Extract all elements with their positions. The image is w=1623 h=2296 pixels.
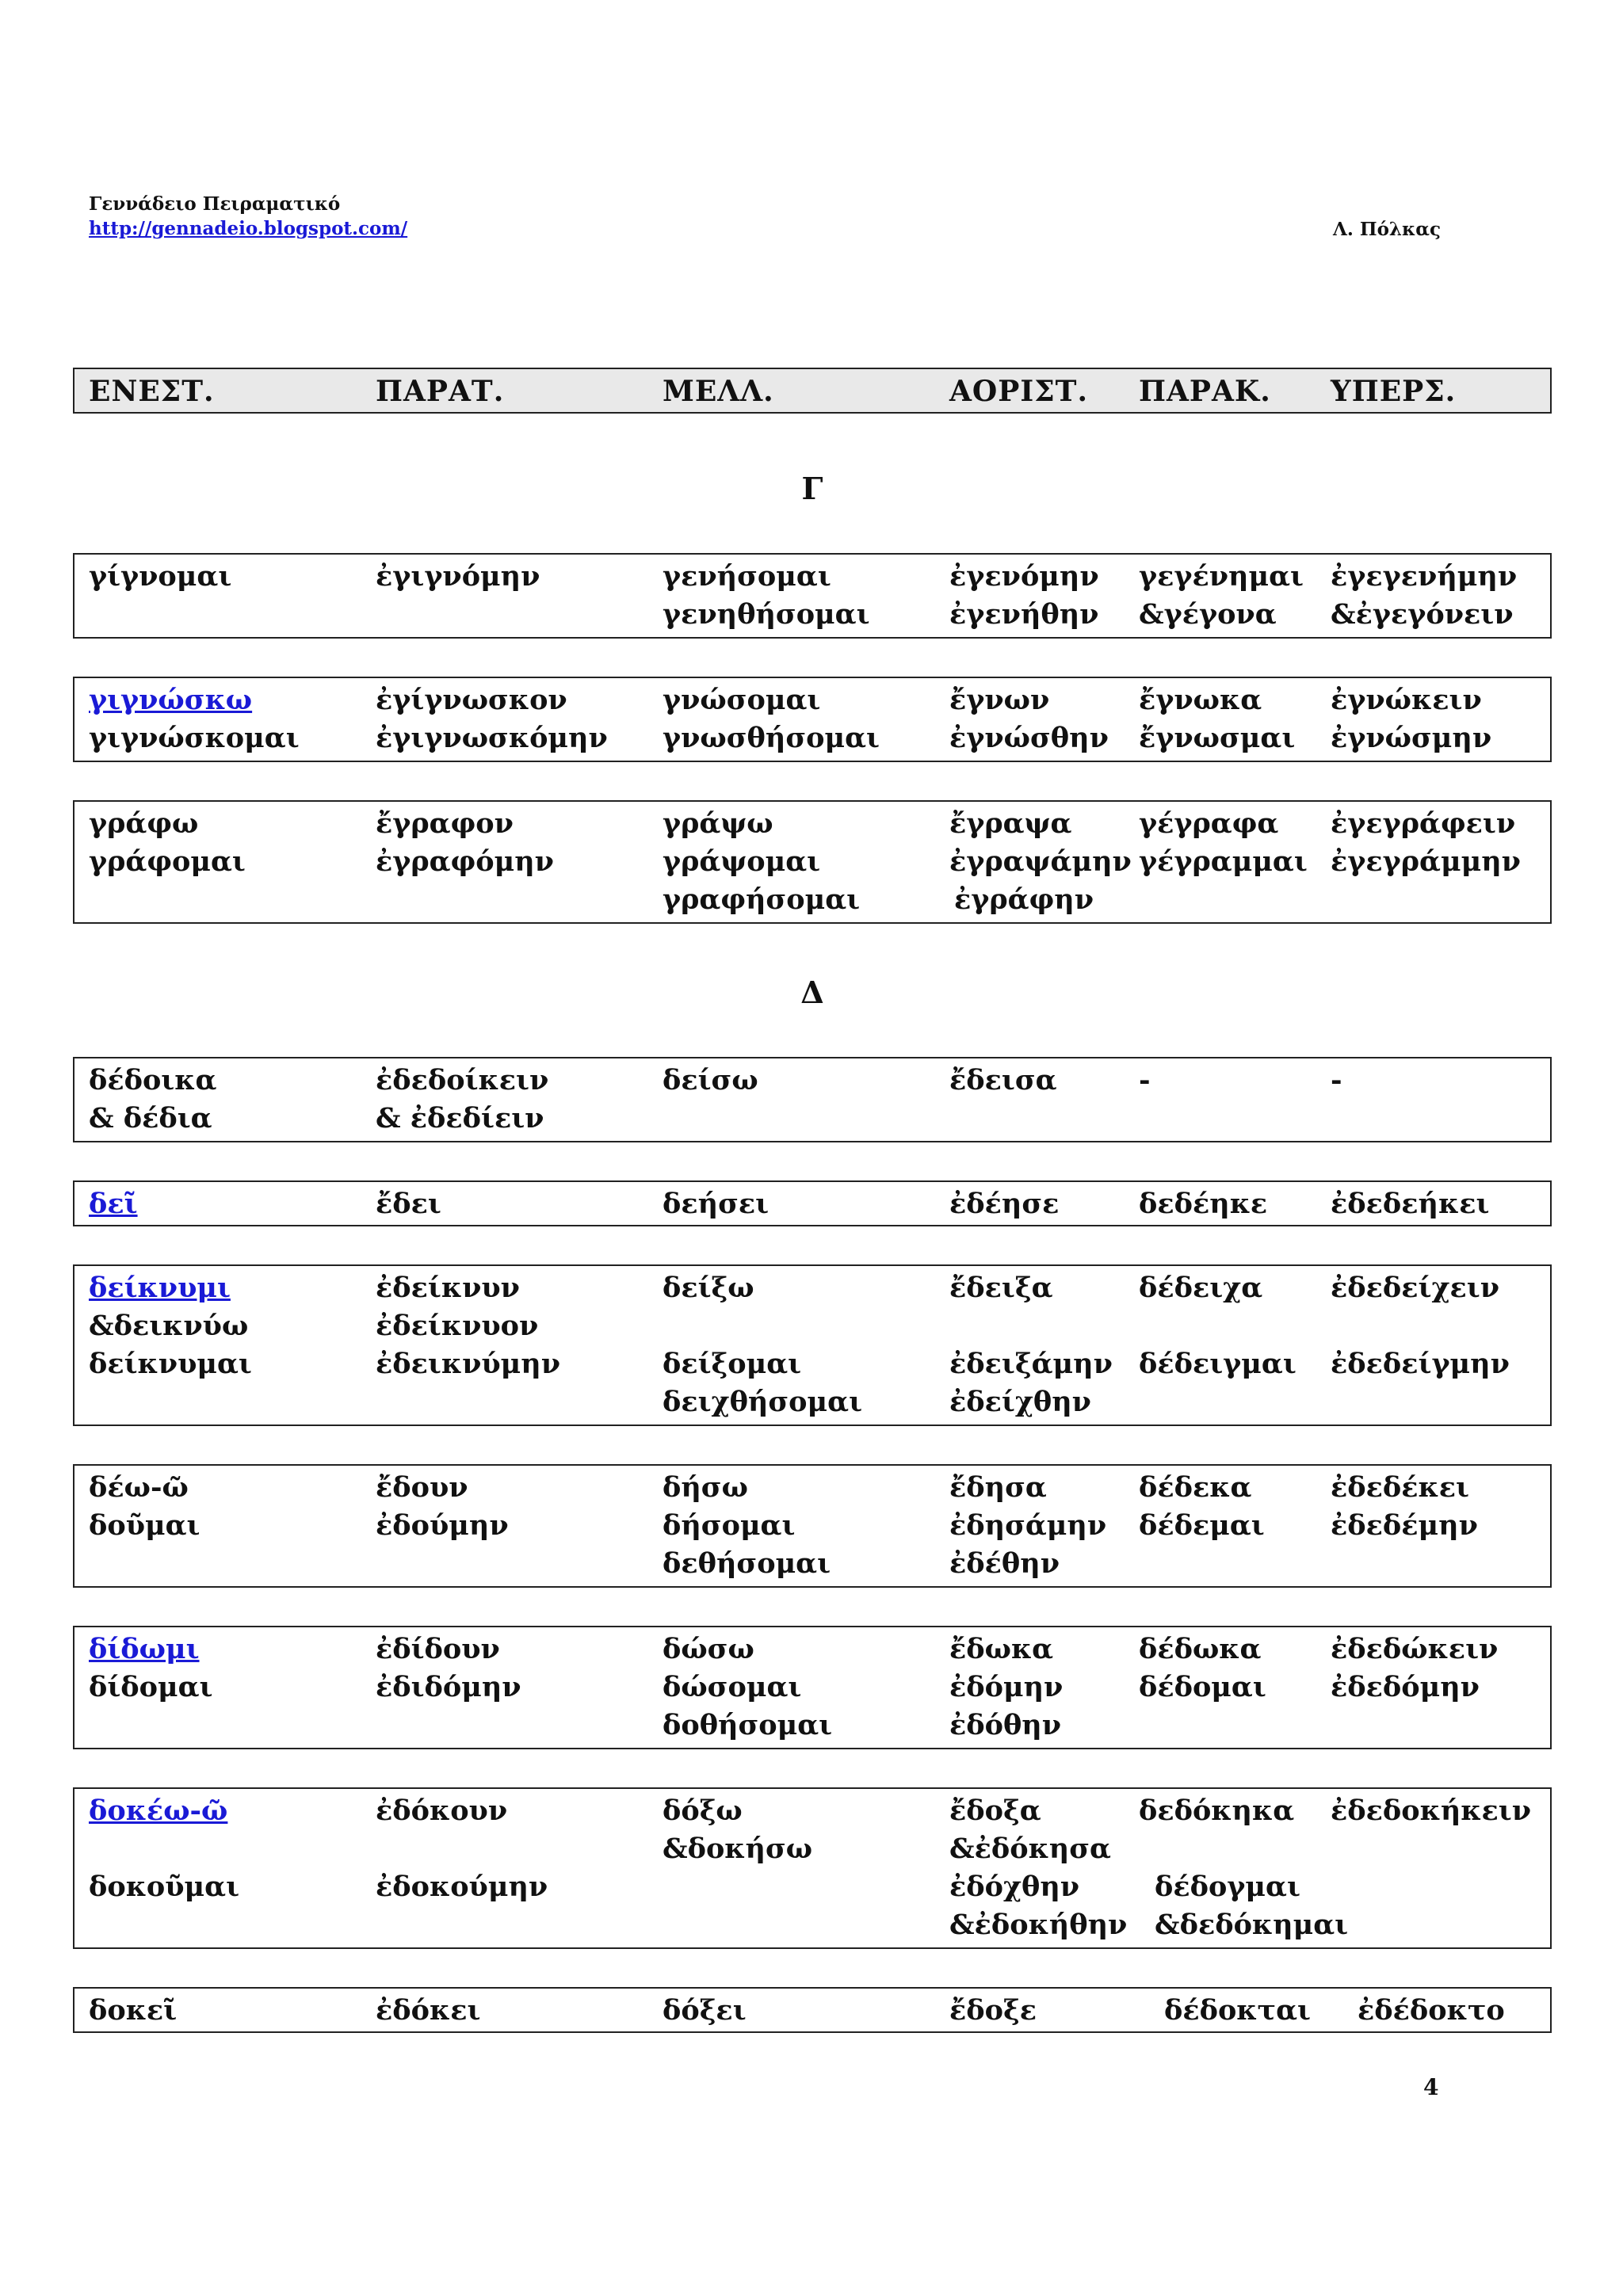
pluperfect-form: ἐδεδόμην	[1331, 1671, 1480, 1703]
pluperfect-form: ἐδεδώκειν	[1331, 1633, 1499, 1665]
perfect-form: δέδοκται	[1164, 1994, 1311, 2027]
verb-block	[73, 1626, 1552, 1749]
imperfect-form: ἐδόκουν	[376, 1794, 508, 1827]
imperfect-form: ἔγραφον	[376, 807, 514, 840]
aorist-form: ἔδοξε	[949, 1994, 1037, 2027]
verb-block	[73, 1180, 1552, 1226]
col-perfect: ΠΑΡΑΚ.	[1139, 375, 1271, 408]
verb-link-didomi[interactable]: δίδωμι	[89, 1633, 200, 1665]
imperfect-form: ἐγίγνωσκον	[376, 684, 567, 716]
imperfect-form: ἐγιγνόμην	[376, 560, 540, 593]
imperfect-form: ἔδει	[376, 1188, 441, 1220]
future-form: δόξει	[663, 1994, 747, 2027]
present-form: δοῦμαι	[89, 1509, 200, 1542]
verb-block	[73, 1987, 1552, 2033]
aorist-form: ἐγραψάμην	[949, 845, 1132, 878]
imperfect-form: ἐδούμην	[376, 1509, 509, 1542]
pluperfect-form: ἐδεδέκει	[1331, 1471, 1469, 1504]
present-form: δοκεῖ	[89, 1994, 178, 2027]
aorist-form: &ἐδοκήθην	[949, 1909, 1128, 1941]
pluperfect-form: ἐδεδείγμην	[1331, 1348, 1510, 1380]
pluperfect-form: ἐγεγράμμην	[1331, 845, 1521, 878]
col-future: ΜΕΛΛ.	[663, 375, 774, 408]
future-form: &δοκήσω	[663, 1833, 813, 1865]
future-form: δοθήσομαι	[663, 1709, 833, 1741]
imperfect-form: ἐδεικνύμην	[376, 1348, 560, 1380]
pluperfect-form: ἐδεδεήκει	[1331, 1188, 1490, 1220]
section-letter-delta: Δ	[800, 974, 824, 1010]
school-name: Γεννάδειο Πειραματικό	[89, 193, 341, 215]
imperfect-form: ἐδείκνυον	[376, 1310, 539, 1342]
future-form: δεήσει	[663, 1188, 769, 1220]
imperfect-form: ἐδείκνυν	[376, 1272, 520, 1304]
present-form: & δέδια	[89, 1102, 212, 1135]
present-form: γιγνώσκομαι	[89, 722, 300, 754]
aorist-form: ἐδησάμην	[949, 1509, 1107, 1542]
present-form: γράφω	[89, 807, 199, 840]
imperfect-form: ἐδιδόμην	[376, 1671, 521, 1703]
imperfect-form: & ἐδεδίειν	[376, 1102, 544, 1135]
aorist-form: ἐδόμην	[949, 1671, 1064, 1703]
aorist-form: ἔδειξα	[949, 1272, 1053, 1304]
pluperfect-form: -	[1331, 1064, 1342, 1097]
perfect-form: γεγένημαι	[1139, 560, 1304, 593]
aorist-form: ἐγενήθην	[949, 598, 1099, 631]
future-form: δώσω	[663, 1633, 754, 1665]
tense-header-row	[73, 368, 1552, 414]
verb-link-deiknymi[interactable]: δείκνυμι	[89, 1272, 231, 1304]
section-letter-gamma: Γ	[801, 471, 823, 506]
perfect-form: δεδέηκε	[1139, 1188, 1268, 1220]
future-form: γνωσθήσομαι	[663, 722, 880, 754]
col-present: ΕΝΕΣΤ.	[89, 375, 215, 408]
present-form: &δεικνύω	[89, 1310, 249, 1342]
pluperfect-form: ἐδεδείχειν	[1331, 1272, 1499, 1304]
verb-link-dei[interactable]: δεῖ	[89, 1188, 138, 1220]
col-aorist: ΑΟΡΙΣΤ.	[949, 375, 1088, 408]
present-form: γράφομαι	[89, 845, 246, 878]
future-form: γράψω	[663, 807, 773, 840]
perfect-form: δέδεκα	[1139, 1471, 1252, 1504]
imperfect-form: ἐδόκει	[376, 1994, 481, 2027]
aorist-form: ἔγνων	[949, 684, 1050, 716]
perfect-form: γέγραμμαι	[1139, 845, 1308, 878]
perfect-form: δέδωκα	[1139, 1633, 1262, 1665]
aorist-form: ἔδησα	[949, 1471, 1047, 1504]
present-form: δείκνυμαι	[89, 1348, 252, 1380]
imperfect-form: ἐγραφόμην	[376, 845, 554, 878]
future-form: δειχθήσομαι	[663, 1386, 863, 1418]
future-form: γνώσομαι	[663, 684, 821, 716]
verb-link-dokeo[interactable]: δοκέω-ῶ	[89, 1794, 228, 1827]
aorist-form: ἔδοξα	[949, 1794, 1041, 1827]
perfect-form: ἔγνωκα	[1139, 684, 1262, 716]
aorist-form: ἐγενόμην	[949, 560, 1099, 593]
pluperfect-form: ἐγεγράφειν	[1331, 807, 1516, 840]
perfect-form: &γέγονα	[1139, 598, 1277, 631]
aorist-form: ἐδόχθην	[949, 1871, 1080, 1903]
aorist-form: ἔδωκα	[949, 1633, 1054, 1665]
future-form: δείξω	[663, 1272, 754, 1304]
present-form: γίγνομαι	[89, 560, 232, 593]
aorist-form: ἔγραψα	[949, 807, 1072, 840]
perfect-form: δέδειχα	[1139, 1272, 1263, 1304]
imperfect-form: ἐγιγνωσκόμην	[376, 722, 608, 754]
author-name: Λ. Πόλκας	[1333, 219, 1441, 240]
future-form: γενήσομαι	[663, 560, 831, 593]
pluperfect-form: &ἐγεγόνειν	[1331, 598, 1514, 631]
verb-link-gignosko[interactable]: γιγνώσκω	[89, 684, 253, 716]
pluperfect-form: ἐδεδοκήκειν	[1331, 1794, 1531, 1827]
aorist-form: ἐδείχθην	[949, 1386, 1091, 1418]
page-number: 4	[1423, 2074, 1439, 2100]
perfect-form: δεδόκηκα	[1139, 1794, 1295, 1827]
col-imperfect: ΠΑΡΑΤ.	[376, 375, 505, 408]
pluperfect-form: ἐγνώκειν	[1331, 684, 1482, 716]
verb-block	[73, 1057, 1552, 1142]
future-form: δόξω	[663, 1794, 743, 1827]
perfect-form: δέδειγμαι	[1139, 1348, 1296, 1380]
imperfect-form: ἐδοκούμην	[376, 1871, 548, 1903]
present-form: δέω-ῶ	[89, 1471, 189, 1504]
perfect-form: ἔγνωσμαι	[1139, 722, 1296, 754]
imperfect-form: ἔδουν	[376, 1471, 468, 1504]
aorist-form: ἐγράφην	[954, 883, 1094, 916]
pluperfect-form: ἐδέδοκτο	[1358, 1994, 1505, 2027]
perfect-form: γέγραφα	[1139, 807, 1279, 840]
pluperfect-form: ἐγνώσμην	[1331, 722, 1492, 754]
aorist-form: ἐδέησε	[949, 1188, 1060, 1220]
pluperfect-form: ἐγεγενήμην	[1331, 560, 1518, 593]
aorist-form: ἐδόθην	[949, 1709, 1062, 1741]
aorist-form: ἔδεισα	[949, 1064, 1057, 1097]
verb-block	[73, 1264, 1552, 1426]
blog-link[interactable]: http://gennadeio.blogspot.com/	[89, 218, 408, 239]
future-form: γραφήσομαι	[663, 883, 861, 916]
imperfect-form: ἐδεδοίκειν	[376, 1064, 549, 1097]
future-form: δήσω	[663, 1471, 748, 1504]
col-pluperfect: ΥΠΕΡΣ.	[1331, 375, 1457, 408]
verb-block	[73, 677, 1552, 762]
future-form: δείξομαι	[663, 1348, 802, 1380]
imperfect-form: ἐδίδουν	[376, 1633, 500, 1665]
future-form: δήσομαι	[663, 1509, 796, 1542]
perfect-form: -	[1139, 1064, 1151, 1097]
verb-block	[73, 553, 1552, 639]
perfect-form: δέδομαι	[1139, 1671, 1266, 1703]
present-form: δοκοῦμαι	[89, 1871, 240, 1903]
aorist-form: ἐγνώσθην	[949, 722, 1109, 754]
aorist-form: ἐδειξάμην	[949, 1348, 1113, 1380]
present-form: δίδομαι	[89, 1671, 213, 1703]
future-form: δώσομαι	[663, 1671, 802, 1703]
verb-block	[73, 1787, 1552, 1949]
future-form: γενηθήσομαι	[663, 598, 870, 631]
verb-block	[73, 800, 1552, 924]
pluperfect-form: ἐδεδέμην	[1331, 1509, 1478, 1542]
perfect-form: δέδογμαι	[1155, 1871, 1300, 1903]
present-form: δέδοικα	[89, 1064, 217, 1097]
future-form: γράψομαι	[663, 845, 821, 878]
aorist-form: &ἐδόκησα	[949, 1833, 1111, 1865]
perfect-form: δέδεμαι	[1139, 1509, 1265, 1542]
perfect-form: &δεδόκημαι	[1155, 1909, 1349, 1941]
future-form: δεθήσομαι	[663, 1547, 831, 1580]
future-form: δείσω	[663, 1064, 758, 1097]
verb-block	[73, 1464, 1552, 1588]
aorist-form: ἐδέθην	[949, 1547, 1060, 1580]
